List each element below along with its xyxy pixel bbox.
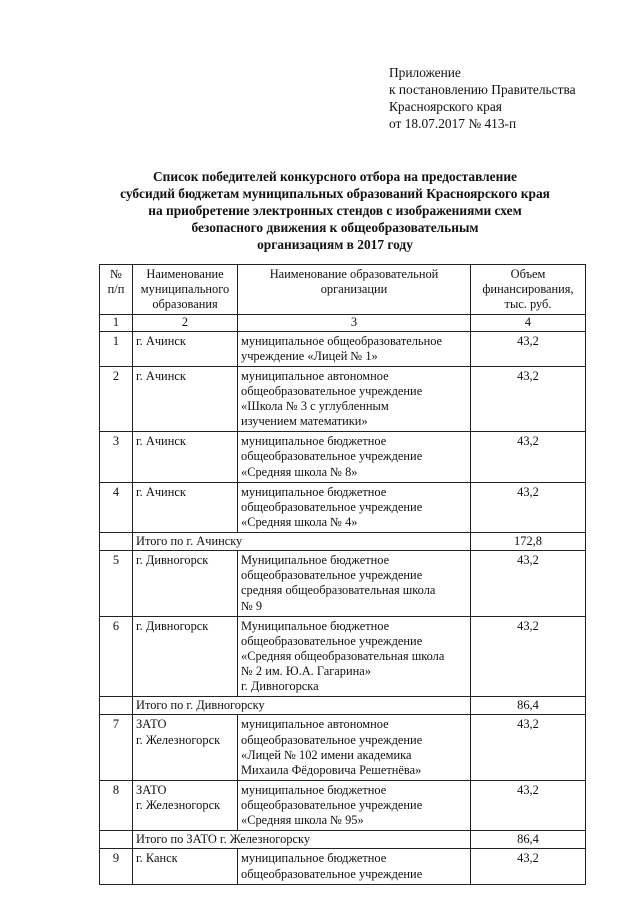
title-line: субсидий бюджетам муниципальных образований Красноярского края: [120, 186, 550, 202]
header-line: Наименование: [146, 267, 224, 281]
document-title: [90, 168, 580, 253]
header-line: организации: [320, 282, 388, 297]
header-number: [100, 265, 133, 315]
header-line: №: [110, 267, 122, 281]
organization-cell: [238, 551, 471, 617]
row-number: 5: [100, 551, 133, 617]
organization-cell: [238, 432, 471, 482]
winners-table: [99, 264, 586, 885]
cell-line: общеобразовательное учреждение: [241, 499, 423, 514]
cell-line: муниципальное бюджетное: [241, 851, 387, 866]
cell-line: общеобразовательное учреждение: [241, 866, 423, 881]
total-amount: 86,4: [471, 831, 586, 849]
cell-line: муниципальное бюджетное: [241, 434, 387, 449]
amount-cell: 43,2: [471, 432, 586, 482]
organization-cell: [238, 849, 471, 884]
row-number: 4: [100, 482, 133, 532]
table-row: [100, 616, 586, 697]
amount-cell: 43,2: [471, 366, 586, 432]
table-row: [100, 551, 586, 617]
row-number: 3: [100, 432, 133, 482]
cell-line: «Средняя общеобразовательная школа: [241, 648, 445, 663]
row-number: 8: [100, 780, 133, 830]
municipality-cell: [133, 715, 238, 781]
municipality-cell: [133, 366, 238, 432]
row-number: 7: [100, 715, 133, 781]
cell-line: «Средняя школа № 8»: [241, 464, 358, 479]
table-row: [100, 482, 586, 532]
total-empty-cell: [100, 831, 133, 849]
cell-line: учреждение «Лицей № 1»: [241, 348, 378, 363]
cell-line: общеобразовательное учреждение: [241, 798, 423, 812]
organization-cell: [238, 780, 471, 830]
cell-line: ЗАТО: [136, 717, 167, 732]
organization-cell: [238, 616, 471, 697]
municipality-cell: [133, 551, 238, 617]
appendix-line: к постановлению Правительства: [389, 82, 576, 98]
header-line: Наименование образовательной: [269, 267, 439, 281]
municipality-cell: [133, 331, 238, 366]
title-line: Список победителей конкурсного отбора на предоставление: [152, 169, 517, 184]
cell-line: «Школа № 3 с углубленным: [241, 399, 389, 413]
municipality-cell: [133, 432, 238, 482]
cell-line: общеобразовательное учреждение: [241, 449, 423, 464]
cell-line: г. Дивногорска: [241, 679, 319, 694]
cell-line: г. Дивногорск: [136, 553, 209, 568]
organization-cell: [238, 331, 471, 366]
cell-line: муниципальное автономное: [241, 368, 389, 383]
total-row: [100, 697, 586, 715]
table-row: [100, 849, 586, 884]
cell-line: общеобразовательное учреждение: [241, 633, 423, 648]
amount-cell: 43,2: [471, 849, 586, 884]
table-body: [100, 331, 586, 884]
column-number: 4: [471, 315, 586, 331]
total-amount: 86,4: [471, 697, 586, 715]
cell-line: г. Ачинск: [136, 484, 186, 499]
cell-line: средняя общеобразовательная школа: [241, 583, 436, 598]
title-line: организациям в 2017 году: [257, 237, 413, 253]
total-empty-cell: [100, 533, 133, 551]
table-header-row: [100, 265, 586, 315]
cell-line: «Средняя школа № 95»: [241, 813, 364, 828]
header-amount: [471, 265, 586, 315]
row-number: 6: [100, 616, 133, 697]
cell-line: г. Железногорск: [136, 732, 221, 747]
cell-line: ЗАТО: [136, 782, 167, 797]
column-number: 1: [100, 315, 133, 331]
cell-line: № 2 им. Ю.А. Гагарина»: [241, 664, 371, 678]
cell-line: г. Ачинск: [136, 434, 186, 449]
total-row: [100, 533, 586, 551]
amount-cell: 43,2: [471, 780, 586, 830]
cell-line: г. Канск: [136, 851, 178, 866]
cell-line: общеобразовательное учреждение: [241, 732, 423, 747]
amount-cell: 43,2: [471, 715, 586, 781]
total-label: Итого по г. Ачинску: [133, 533, 471, 551]
title-line: на приобретение электронных стендов с изображениями схем: [148, 203, 522, 219]
table-row: [100, 366, 586, 432]
total-amount: 172,8: [471, 533, 586, 551]
cell-line: общеобразовательное учреждение: [241, 568, 423, 583]
table-row: [100, 780, 586, 830]
table-row: [100, 715, 586, 781]
cell-line: г. Железногорск: [136, 798, 221, 812]
appendix-line: Приложение: [389, 65, 461, 80]
cell-line: муниципальное бюджетное: [241, 484, 387, 499]
appendix-line: от 18.07.2017 № 413-п: [389, 116, 517, 132]
header-line: финансирования,: [482, 282, 574, 297]
header-line: образования: [152, 297, 218, 312]
cell-line: г. Ачинск: [136, 368, 186, 383]
header-organization: [238, 265, 471, 315]
title-line: безопасного движения к общеобразовательным: [191, 220, 479, 236]
total-empty-cell: [100, 697, 133, 715]
column-number-row: [100, 315, 586, 331]
cell-line: муниципальное бюджетное: [241, 782, 387, 797]
table-row: [100, 331, 586, 366]
cell-line: г. Дивногорск: [136, 618, 209, 633]
header-municipality: [133, 265, 238, 315]
cell-line: муниципальное общеобразовательное: [241, 333, 443, 348]
row-number: 2: [100, 366, 133, 432]
appendix-line: Красноярского края: [389, 99, 502, 115]
column-number: 3: [238, 315, 471, 331]
cell-line: г. Ачинск: [136, 333, 186, 348]
municipality-cell: [133, 482, 238, 532]
header-line: п/п: [107, 282, 125, 297]
header-line: муниципального: [140, 282, 230, 297]
amount-cell: 43,2: [471, 482, 586, 532]
row-number: 1: [100, 331, 133, 366]
organization-cell: [238, 715, 471, 781]
municipality-cell: [133, 780, 238, 830]
appendix-block: [389, 64, 576, 132]
cell-line: общеобразовательное учреждение: [241, 383, 423, 398]
header-line: Объем: [510, 267, 546, 281]
organization-cell: [238, 482, 471, 532]
cell-line: Муниципальное бюджетное: [241, 553, 390, 568]
row-number: 9: [100, 849, 133, 884]
total-label: Итого по г. Дивногорску: [133, 697, 471, 715]
column-number: 2: [133, 315, 238, 331]
amount-cell: 43,2: [471, 616, 586, 697]
table-row: [100, 432, 586, 482]
total-row: [100, 831, 586, 849]
header-line: тыс. руб.: [504, 297, 552, 312]
municipality-cell: [133, 616, 238, 697]
cell-line: Михаила Фёдоровича Решетнёва»: [241, 762, 422, 777]
cell-line: изучением математики»: [241, 414, 368, 429]
organization-cell: [238, 366, 471, 432]
amount-cell: 43,2: [471, 551, 586, 617]
cell-line: «Средняя школа № 4»: [241, 514, 358, 529]
cell-line: «Лицей № 102 имени академика: [241, 747, 412, 762]
cell-line: № 9: [241, 598, 263, 613]
total-label: Итого по ЗАТО г. Железногорску: [133, 831, 471, 849]
cell-line: муниципальное автономное: [241, 717, 389, 732]
municipality-cell: [133, 849, 238, 884]
cell-line: Муниципальное бюджетное: [241, 618, 390, 633]
amount-cell: 43,2: [471, 331, 586, 366]
